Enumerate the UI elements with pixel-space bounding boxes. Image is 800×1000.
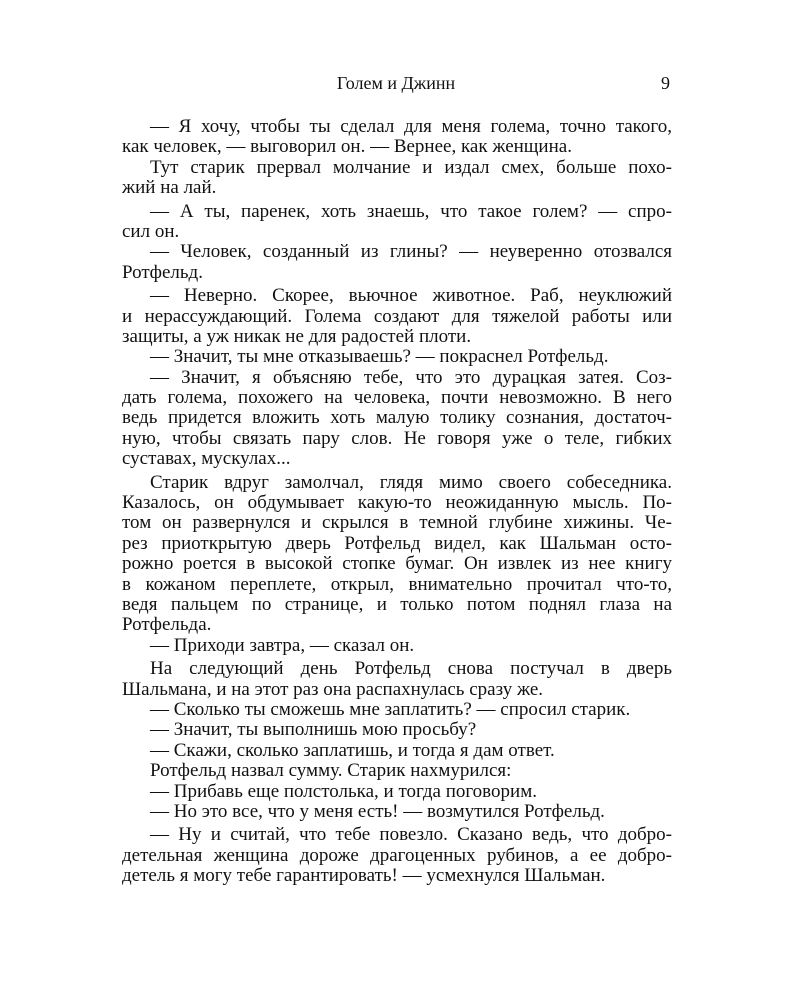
page-number: 9 [661, 73, 670, 93]
text-line: Тут старик прервал молчание и издал смех, больше похо- [150, 156, 672, 178]
text-line: Ротфельд назвал сумму. Старик нахмурился: [150, 760, 512, 782]
text-line: — Значит, ты мне отказываешь? — покраснел Ротфельд. [150, 346, 609, 368]
text-line: — Я хочу, чтобы ты сделал для меня голема, точно такого, [150, 116, 672, 137]
text-line: сил он. [122, 220, 180, 242]
text-line: том он развернулся и скрылся в темной глубине хижины. Че- [122, 512, 672, 534]
text-line: Шальмана, и на этот раз она распахнулась сразу же. [122, 678, 544, 700]
text-line: детель я могу тебе гарантировать! — усмехнулся Шальман. [122, 865, 606, 887]
text-line: ведь придется вложить хоть малую толику сознания, достаточ- [122, 407, 672, 429]
body-text [122, 117, 672, 886]
text-line: — Человек, созданный из глины? — неуверенно отозвался [150, 241, 672, 263]
text-line: как человек, — выговорил он. — Вернее, как женщина. [122, 136, 572, 158]
text-line: рожно роется в высокой стопке бумаг. Он извлек из нее книгу [122, 553, 672, 575]
text-line: Казалось, он обдумывает какую-то неожиданную мысль. По- [122, 492, 672, 514]
text-line: суставах, мускулах... [122, 448, 291, 470]
text-line: рез приоткрытую дверь Ротфельд видел, как Шальман осто- [122, 532, 672, 554]
text-line: детельная женщина дороже драгоценных рубинов, а ее добро- [122, 844, 672, 866]
text-line: — Но это все, что у меня есть! — возмутился Ротфельд. [150, 800, 605, 822]
text-line: дать голема, похожего на человека, почти невозможно. В него [122, 387, 672, 409]
text-line: Ротфельда. [122, 614, 212, 636]
text-line: — Значит, ты выполнишь мою просьбу? [150, 719, 477, 741]
text-line: — Прибавь еще полстолька, и тогда поговорим. [150, 780, 537, 802]
text-line: — Сколько ты сможешь мне заплатить? — спросил старик. [150, 698, 631, 720]
text-line: — Ну и считай, что тебе повезло. Сказано ведь, что добро- [150, 824, 672, 846]
text-line: — Значит, я объясняю тебе, что это дурацкая затея. Соз- [150, 366, 672, 388]
running-header [122, 73, 670, 97]
running-title: Голем и Джинн [336, 73, 456, 93]
text-line: ведя пальцем по странице, и только потом поднял глаза на [122, 593, 672, 615]
text-line: защиты, а уж никак не для радостей плоти. [122, 325, 472, 347]
text-line: — А ты, паренек, хоть знаешь, что такое голем? — спро- [150, 200, 672, 222]
text-line: и нерассуждающий. Голема создают для тяжелой работы или [122, 305, 672, 327]
text-line: — Скажи, сколько заплатишь, и тогда я дам ответ. [150, 739, 555, 761]
text-line: ную, чтобы связать пару слов. Не говоря уже о теле, гибких [122, 427, 672, 449]
text-line: жий на лай. [122, 177, 217, 199]
text-line: — Неверно. Скорее, вьючное животное. Раб, неуклюжий [150, 285, 672, 307]
text-line: — Приходи завтра, — сказал он. [150, 634, 415, 656]
text-line: Ротфельд. [122, 261, 203, 283]
text-line: Старик вдруг замолчал, глядя мимо своего собеседника. [150, 471, 672, 493]
text-line: На следующий день Ротфельд снова постучал в дверь [150, 658, 672, 680]
text-line: в кожаном переплете, открыл, внимательно прочитал что-то, [122, 573, 672, 595]
